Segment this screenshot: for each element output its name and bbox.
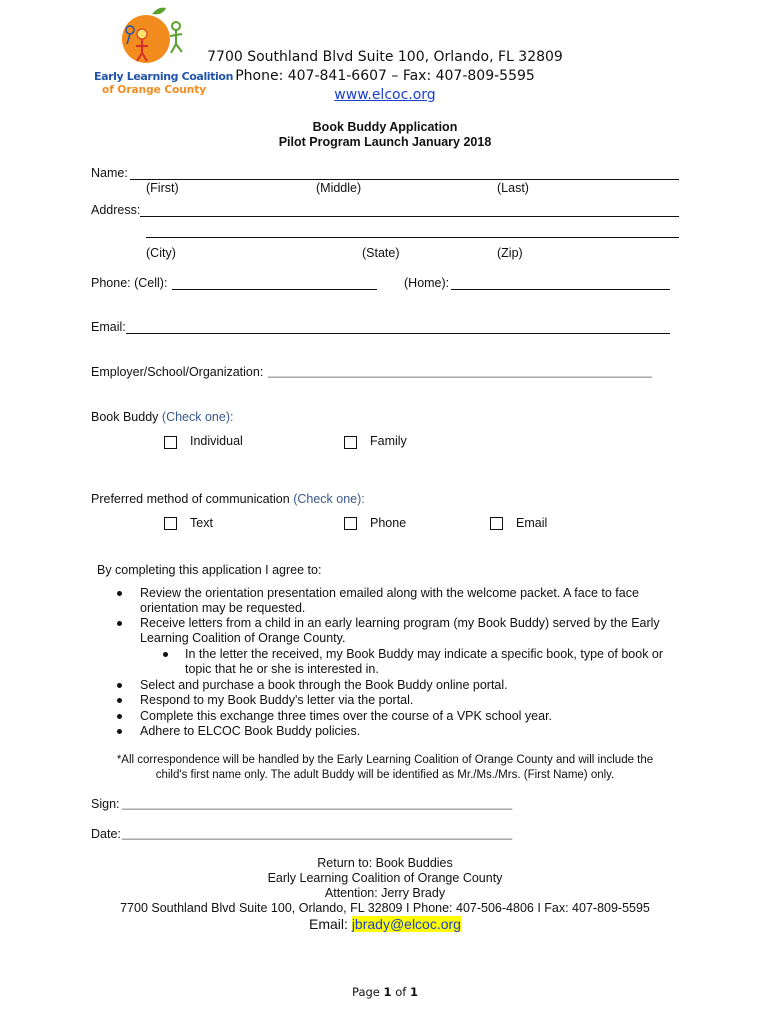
return-email-link[interactable]: jbrady@elcoc.org [351,916,461,932]
logo-text-line1: Early Learning Coalition [94,70,233,83]
header-website-row [0,86,770,105]
state-caption: (State) [362,246,400,260]
book-buddy-hint: (Check one): [161,410,234,424]
family-label: Family [370,434,407,448]
return-email-row [0,916,770,933]
correspondence-note-line1: *All correspondence will be handled by the Early Learning Coalition of Orange County and will include the [116,754,654,766]
bullet-icon [117,698,122,703]
communication-hint: (Check one): [293,492,365,506]
name-label: Name: [91,166,128,180]
page-number [0,985,770,1000]
correspondence-note-line2: child's first name only. The adult Buddy will be identified as Mr./Ms./Mrs. (First Name) only. [155,769,615,781]
bullet-icon [117,621,122,626]
book-buddy-text: Book Buddy [91,410,159,424]
agreement-item-6: Adhere to ELCOC Book Buddy policies. [140,724,361,738]
sign-field[interactable]: _____________________________________________________________ [122,798,513,810]
date-label: Date: [91,827,121,841]
form-subtitle: Pilot Program Launch January 2018 [278,135,492,149]
email-label: Email: [91,320,126,334]
phone-option-label: Phone [370,516,407,530]
home-phone-field[interactable] [451,289,670,290]
email-field[interactable] [126,333,670,334]
communication-label [91,492,365,507]
page-total: 1 [409,985,418,999]
individual-checkbox[interactable] [164,436,177,449]
page-of: of [395,985,407,999]
individual-label: Individual [190,434,243,448]
form-title: Book Buddy Application [312,120,458,134]
last-name-caption: (Last) [497,181,529,195]
sub-bullet-icon [163,652,168,657]
family-checkbox[interactable] [344,436,357,449]
sign-label: Sign: [91,797,120,811]
address-label: Address: [91,203,141,217]
book-buddy-label [91,410,233,425]
city-caption: (City) [146,246,176,260]
first-name-caption: (First) [146,181,179,195]
agreement-item-1a: Review the orientation presentation emailed along with the welcome packet. A face to face [140,586,639,600]
website-link[interactable]: www.elcoc.org [334,87,436,103]
communication-text: Preferred method of communication [91,492,290,506]
bullet-icon [117,683,122,688]
zip-caption: (Zip) [497,246,523,260]
text-checkbox[interactable] [164,517,177,530]
employer-label: Employer/School/Organization: [91,365,264,379]
agreement-item-3: Select and purchase a book through the Book Buddy online portal. [140,678,508,692]
return-email-label: Email: [309,916,348,932]
bullet-icon [117,591,122,596]
logo-text-line2: of Orange County [102,84,207,96]
agreement-item-5: Complete this exchange three times over the course of a VPK school year. [140,709,553,723]
agreement-item-4: Respond to my Book Buddy's letter via the portal. [140,693,414,707]
text-option-label: Text [190,516,213,530]
agreement-item-1b: orientation may be requested. [140,601,306,615]
agreement-item-2a: Receive letters from a child in an early learning program (my Book Buddy) served by the Early [140,616,660,630]
home-phone-label: (Home): [404,276,450,290]
employer-field[interactable]: ____________________________________________________________ [268,366,652,378]
page-prefix: Page [352,985,380,999]
return-org: Early Learning Coalition of Orange County [267,871,503,885]
page-current: 1 [383,985,392,999]
address-field-line2[interactable] [146,237,679,238]
header-address: 7700 Southland Blvd Suite 100, Orlando, FL 32809 [207,49,563,65]
cell-phone-field[interactable] [172,289,377,290]
agreement-subitem-1b: topic that he or she is interested in. [185,662,379,676]
cell-phone-label: Phone: (Cell): [91,276,168,290]
return-contact: 7700 Southland Blvd Suite 100, Orlando, FL 32809 I Phone: 407-506-4806 I Fax: 407-809-5595 [120,901,650,915]
return-attention: Attention: Jerry Brady [324,886,446,900]
return-to: Return to: Book Buddies [317,856,453,870]
name-field[interactable] [130,179,679,180]
header-phone-fax: Phone: 407-841-6607 – Fax: 407-809-5595 [235,68,535,84]
agreement-item-2b: Learning Coalition of Orange County. [140,631,346,645]
bullet-icon [117,714,122,719]
agreement-intro: By completing this application I agree to: [97,563,322,577]
agreement-subitem-1a: In the letter the received, my Book Buddy may indicate a specific book, type of book or [185,647,664,661]
email-option-label: Email [516,516,548,530]
email-checkbox[interactable] [490,517,503,530]
date-field[interactable]: _____________________________________________________________ [122,828,513,840]
address-field-line1[interactable] [140,216,679,217]
bullet-icon [117,729,122,734]
phone-checkbox[interactable] [344,517,357,530]
middle-name-caption: (Middle) [316,181,362,195]
